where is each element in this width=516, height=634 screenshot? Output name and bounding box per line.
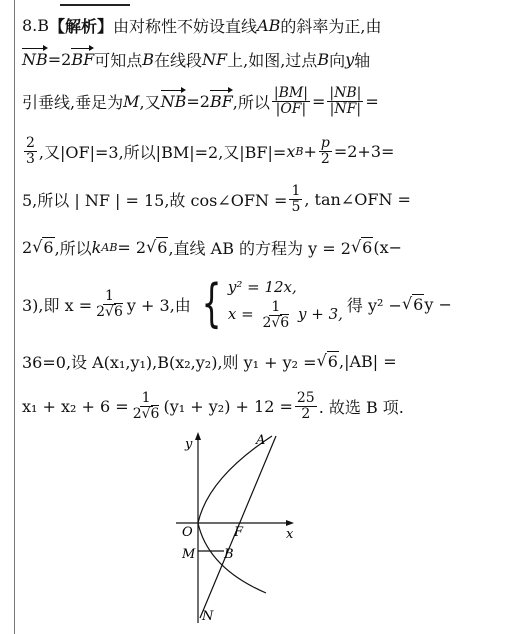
label-m: M <box>182 547 196 562</box>
denominator: 3 <box>26 150 35 167</box>
math: =2 <box>47 49 72 69</box>
analysis-tag: 【解析】 <box>49 16 114 36</box>
line-8 <box>22 344 397 378</box>
parabola-curve <box>198 436 272 593</box>
radicand: 6 <box>157 238 168 257</box>
math: 2 <box>132 405 142 422</box>
text: . 故选 B 项. <box>318 397 404 417</box>
text: x₁ + x₂ + 6 = <box>22 396 129 416</box>
line-3 <box>22 84 379 118</box>
text: ,|AB| = <box>338 351 397 371</box>
fraction-bm-of <box>272 86 310 116</box>
math: = 2 <box>117 237 147 257</box>
sqrt: √ 6 <box>401 294 424 314</box>
equation: y² = 12x, <box>227 277 297 296</box>
parabola-figure <box>168 428 308 628</box>
math: k <box>91 237 102 257</box>
fraction <box>260 300 291 330</box>
text: (y₁ + y₂) + 12 = <box>163 396 293 416</box>
vector-bf: BF <box>209 91 233 111</box>
equation-system <box>195 274 343 334</box>
text: y + 3,由 <box>126 295 191 315</box>
fraction-nb-nf <box>327 86 363 116</box>
math: = <box>311 91 326 111</box>
text: ,又 <box>139 92 161 112</box>
radicand: 6 <box>43 238 54 257</box>
line-2 <box>22 42 370 76</box>
line-7 <box>22 274 452 334</box>
math: B <box>317 49 330 69</box>
text: ,所以 <box>232 92 270 112</box>
text: 轴 <box>354 50 371 70</box>
numerator: |BM| <box>273 84 308 101</box>
numerator: 1 <box>141 389 151 406</box>
math: B <box>142 49 154 69</box>
y-axis-arrow <box>195 432 201 440</box>
label-a: A <box>256 433 266 448</box>
numerator: 1 <box>105 287 114 304</box>
text: 5,所以 | NF | = 15,故 cos∠OFN = <box>22 190 288 210</box>
line-1 <box>22 8 381 42</box>
fraction-25-2 <box>295 391 317 421</box>
denominator: |NF| <box>329 100 362 117</box>
brace: { <box>201 274 222 334</box>
text: y − <box>424 294 452 314</box>
denominator: 2 <box>320 150 330 167</box>
radicand: 6 <box>327 352 338 371</box>
vector-bf: BF <box>71 49 95 69</box>
text: 的斜率为正,由 <box>280 16 382 36</box>
label-b: B <box>224 547 234 562</box>
radicand: 6 <box>413 295 424 314</box>
denominator: 2√6 <box>96 303 123 320</box>
math: NF <box>202 49 228 69</box>
numerator: 1 <box>291 182 301 199</box>
denominator: 2√6 <box>132 405 160 422</box>
sqrt: √ 6 <box>146 237 168 257</box>
math: 2 <box>262 314 272 331</box>
text: 在线段 <box>154 50 203 70</box>
fraction-p-2 <box>319 136 332 166</box>
sqrt: √ 6 <box>316 351 338 371</box>
text: 3),即 x = <box>22 295 93 315</box>
text: 由对称性不妨设直线 <box>113 16 258 36</box>
numerator: 25 <box>296 389 315 406</box>
line-9 <box>22 386 404 426</box>
answer-letter: B <box>37 15 50 35</box>
text: ,所以 <box>54 238 92 258</box>
fraction-1-2sqrt6 <box>94 289 125 319</box>
math: AB <box>257 15 281 35</box>
radicand: 6 <box>150 405 160 422</box>
line-4 <box>22 134 394 168</box>
vector-nb: NB <box>160 91 187 111</box>
math: = <box>365 91 379 111</box>
math: x = <box>227 305 254 323</box>
equation <box>228 300 343 330</box>
line-6 <box>22 230 402 264</box>
line-5 <box>22 182 411 216</box>
denominator: 2√6 <box>262 314 290 331</box>
label-n: N <box>202 609 214 624</box>
label-y: y <box>185 437 193 452</box>
math: y <box>345 49 355 69</box>
math: M <box>123 91 140 111</box>
sqrt: √ 6 <box>32 237 54 257</box>
text: ,直线 AB 的方程为 y = 2 <box>168 238 351 258</box>
system-lines <box>228 278 343 330</box>
math: + <box>303 141 317 161</box>
margin-rule <box>14 0 15 634</box>
math: y + 3, <box>298 305 343 323</box>
fraction-1-5 <box>289 184 302 214</box>
denominator: 5 <box>291 198 301 215</box>
text: ,又|OF|=3,所以|BM|=2,又|BF|= <box>38 142 287 162</box>
text: 上,如图,过点 <box>227 50 318 70</box>
math: 2 <box>22 237 33 257</box>
sqrt: √ 6 <box>350 237 373 257</box>
problem-number: 8. <box>22 15 38 35</box>
numerator: 2 <box>26 134 35 151</box>
text: (x− <box>373 237 402 257</box>
radicand: 6 <box>280 314 290 331</box>
vector-nb: NB <box>22 49 48 69</box>
text: 向 <box>329 50 346 70</box>
text: =2+3= <box>333 141 395 161</box>
text: , tan∠OFN = <box>304 189 411 209</box>
label-o: O <box>182 525 193 540</box>
numerator: 1 <box>271 298 281 315</box>
denominator: |OF| <box>275 100 307 117</box>
numerator: |NB| <box>329 84 362 101</box>
radicand: 6 <box>362 238 373 257</box>
numerator: p <box>320 134 330 151</box>
text: 可知点 <box>94 50 143 70</box>
math: =2 <box>186 91 210 111</box>
radicand: 6 <box>113 303 123 320</box>
top-stub-mark <box>60 0 130 6</box>
fraction-2-3 <box>24 136 37 166</box>
fraction <box>131 391 162 421</box>
denominator: 2 <box>301 405 311 422</box>
text: 36=0,设 A(x₁,y₁),B(x₂,y₂),则 y₁ + y₂ = <box>22 352 317 372</box>
label-x: x <box>286 527 294 542</box>
text: 引垂线,垂足为 <box>22 92 124 112</box>
math: x <box>286 141 296 161</box>
label-f: F <box>234 525 244 540</box>
text: 得 y² − <box>346 295 402 315</box>
x-axis-arrow <box>286 520 294 526</box>
subscript: B <box>295 144 304 158</box>
math: 2 <box>96 303 106 320</box>
subscript: AB <box>101 240 118 254</box>
